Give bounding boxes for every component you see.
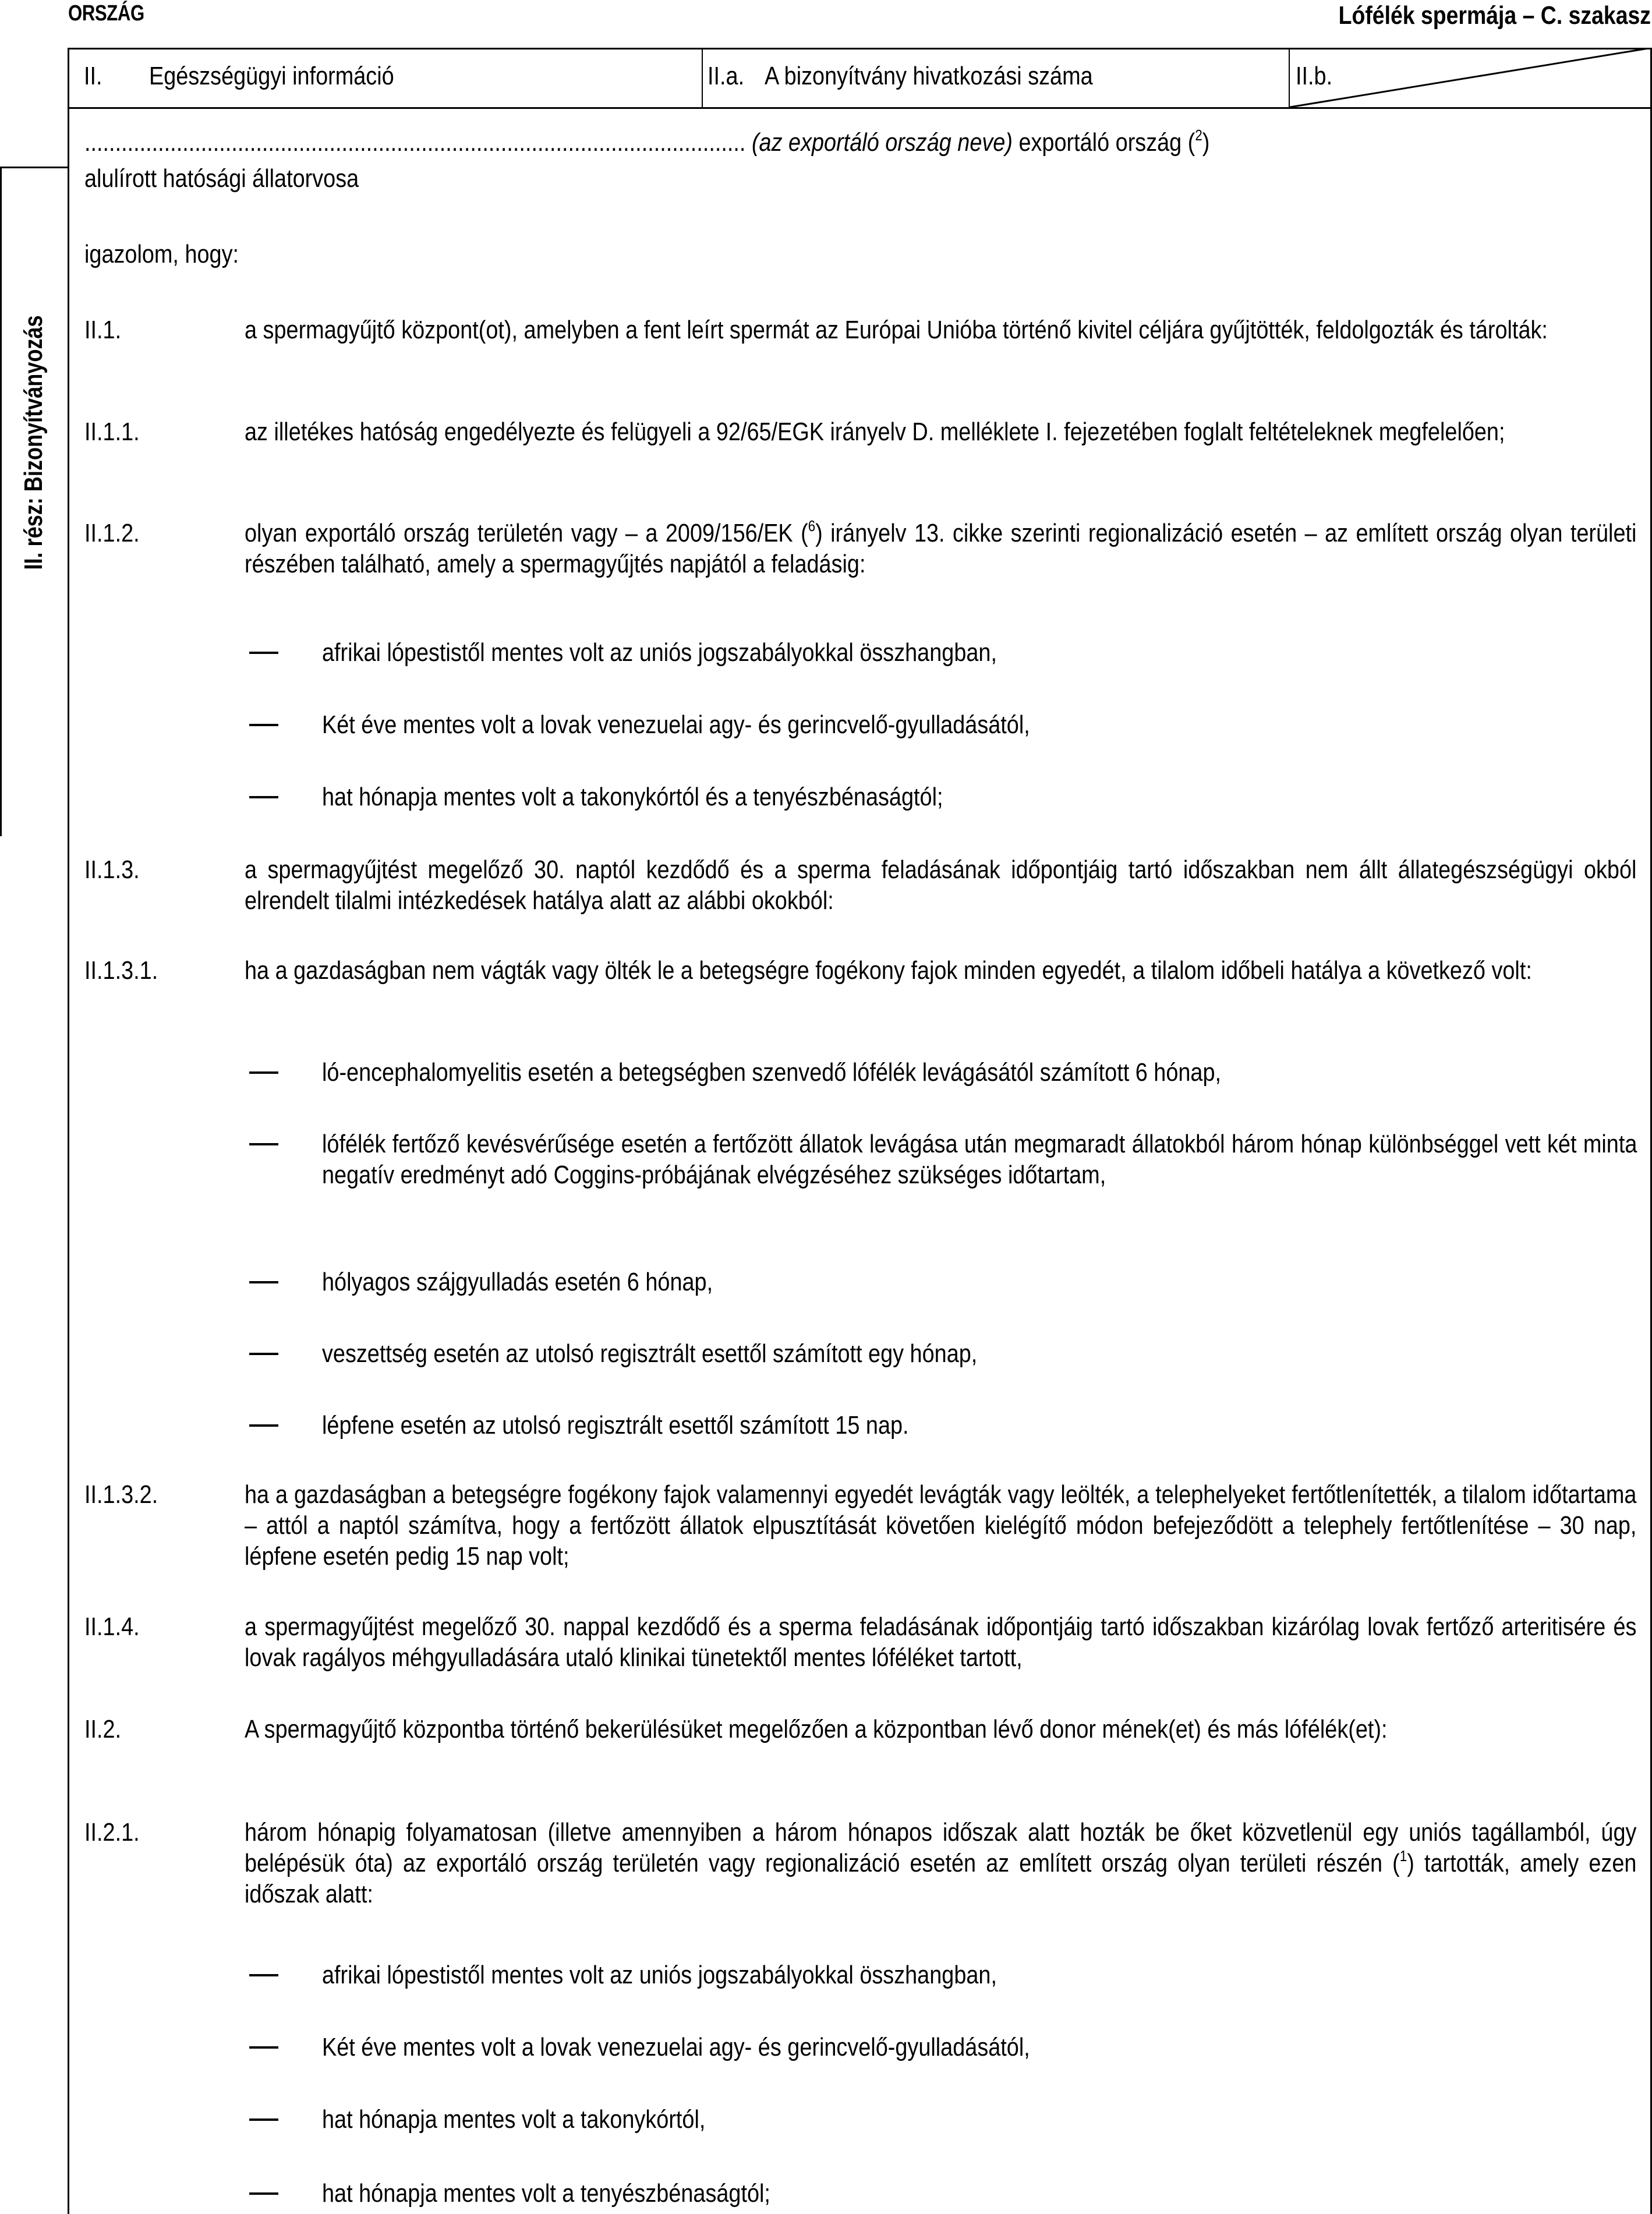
dash-bullet-icon [249,1424,278,1427]
item-number: II.1. [84,316,122,344]
intro-line-2: alulírott hatósági állatorvosa [84,164,359,193]
country-name-field[interactable]: ............................................................................................................ [84,128,746,157]
list-item: lófélék fertőző kevésvérűsége esetén a fertőzött állatok levágása után megmaradt állatokból három hónap különbséggel vett két minta negatív eredményt adó Coggins-próbájának elvégzéséhez szükséges időtartam, [322,1130,1637,1189]
item-number: II.2. [84,1715,122,1743]
ii-b-label: II.b. [1296,62,1333,90]
side-tab-label: II. rész: Bizonyítványozás [19,315,48,570]
item-number: II.1.3.2. [84,1480,158,1509]
item-text: a spermagyűjtést megelőző 30. naptól kezdődő és a sperma feladásának időpontjáig tartó időszakban nem állt állategészségügyi okból elrendelt tilalmi intézkedések hatálya alatt az alábbi okokból: [245,855,1637,915]
list-item: veszettség esetén az utolsó regisztrált esettől számított egy hónap, [322,1339,978,1368]
dash-bullet-icon [249,2118,278,2121]
dash-bullet-icon [249,1143,278,1145]
list-item: hat hónapja mentes volt a tenyészbénaságtól; [322,2179,770,2208]
health-info-cell [68,48,702,107]
list-item: hat hónapja mentes volt a takonykórtól és a tenyészbénaságtól; [322,783,943,811]
item-number: II.1.3. [84,855,140,884]
dash-bullet-icon [249,724,278,726]
item-number: II.2.1. [84,1818,140,1847]
ii-b-cell [1289,48,1652,107]
item-text: a spermagyűjtést megelőző 30. nappal kezdődő és a sperma feladásának időpontjáig tartó időszakban kizárólag lovak fertőző arteritisére és lovak ragályos méhgyulladására utaló klinikai tünetektől mentes lóféléket tartott, [245,1612,1637,1672]
footnote-ref[interactable]: 1 [1399,1847,1407,1865]
item-text: az illetékes hatóság engedélyezte és felügyeli a 92/65/EGK irányelv D. melléklete I. fejezetében foglalt feltételeknek megfelelően; [245,418,1505,446]
list-item: hólyagos szájgyulladás esetén 6 hónap, [322,1268,713,1296]
footnote-ref[interactable]: 2 [1195,126,1202,144]
health-info-number: II. [84,62,102,90]
header-row [68,48,1652,109]
list-item: Két éve mentes volt a lovak venezuelai agy- és gerincvelő-gyulladásától, [322,2033,1030,2061]
item-text: három hónapig folyamatosan (illetve amennyiben a három hónapos időszak alatt hozták be őket közvetlenül egy uniós tagállamból, úgy belépésük óta) az exportáló ország területén vagy regionalizáció esetén az említett ország olyan területi részén ($^1$) tartották, amely ezen időszak alatt: [245,1818,1637,1908]
intro-line-1 [84,127,1636,158]
reference-number-index: II.a. [708,62,745,90]
reference-number-label: A bizonyítvány hivatkozási száma [765,62,1093,90]
list-item: lépfene esetén az utolsó regisztrált esettől számított 15 nap. [322,1411,909,1440]
country-name-hint: (az exportáló ország neve) [751,128,1013,157]
list-item: hat hónapja mentes volt a takonykórtól, [322,2105,706,2134]
dash-bullet-icon [249,796,278,798]
certify-line: igazolom, hogy: [84,240,239,268]
dash-bullet-icon [249,1974,278,1976]
list-item: afrikai lópestistől mentes volt az uniós jogszabályokkal összhangban, [322,1961,997,1989]
side-tab-border [0,168,2,836]
item-number: II.1.3.1. [84,956,158,985]
reference-number-cell[interactable] [702,48,1289,107]
intro-line-1-tail: exportáló ország ( [1012,128,1195,157]
list-item: Két éve mentes volt a lovak venezuelai agy- és gerincvelő-gyulladásától, [322,710,1030,739]
country-label: ORSZÁG [68,1,144,26]
dash-bullet-icon [249,1353,278,1355]
dash-bullet-icon [249,2192,278,2195]
item-number: II.1.2. [84,519,140,547]
item-text: ha a gazdaságban a betegségre fogékony fajok valamennyi egyedét levágták vagy leölték, a telephelyeket fertőtlenítették, a tilalom időtartama – attól a naptól számítva, hogy a fertőzött állatok elpusztítását követően kielégítő módon befejeződött a telephely fertőtlenítése – 30 nap, lépfene esetén pedig 15 nap volt; [245,1480,1637,1571]
item-text: olyan exportáló ország területén vagy – a 2009/156/EK ($^6$) irányelv 13. cikke szerinti regionalizáció esetén – az említett ország olyan területi részében található, amely a spermagyűjtés napjától a feladásig: [245,517,1637,578]
item-number: II.1.1. [84,418,140,446]
footnote-ref[interactable]: 6 [808,517,816,535]
health-info-label: Egészségügyi információ [149,62,394,90]
dash-bullet-icon [249,1071,278,1074]
item-text: A spermagyűjtő központba történő bekerülésüket megelőzően a központban lévő donor mének(et) és más lófélék(et): [245,1715,1388,1743]
item-number: II.1.4. [84,1612,140,1641]
dash-bullet-icon [249,652,278,654]
list-item: afrikai lópestistől mentes volt az uniós jogszabályokkal összhangban, [322,638,997,667]
intro-line-1-close: ) [1202,128,1210,157]
section-title: Lófélék spermája – C. szakasz [1338,1,1651,30]
dash-bullet-icon [249,2046,278,2049]
item-text: a spermagyűjtő központ(ot), amelyben a fent leírt spermát az Európai Unióba történő kivitel céljára gyűjtötték, feldolgozták és tárolták: [245,316,1548,344]
item-text: ha a gazdaságban nem vágták vagy ölték le a betegségre fogékony fajok minden egyedét, a tilalom időbeli hatálya a következő volt: [245,956,1532,985]
list-item: ló-encephalomyelitis esetén a betegségben szenvedő lófélék levágásától számított 6 hónap, [322,1058,1222,1087]
strikethrough-diagonal [1290,48,1652,107]
dash-bullet-icon [249,1281,278,1283]
